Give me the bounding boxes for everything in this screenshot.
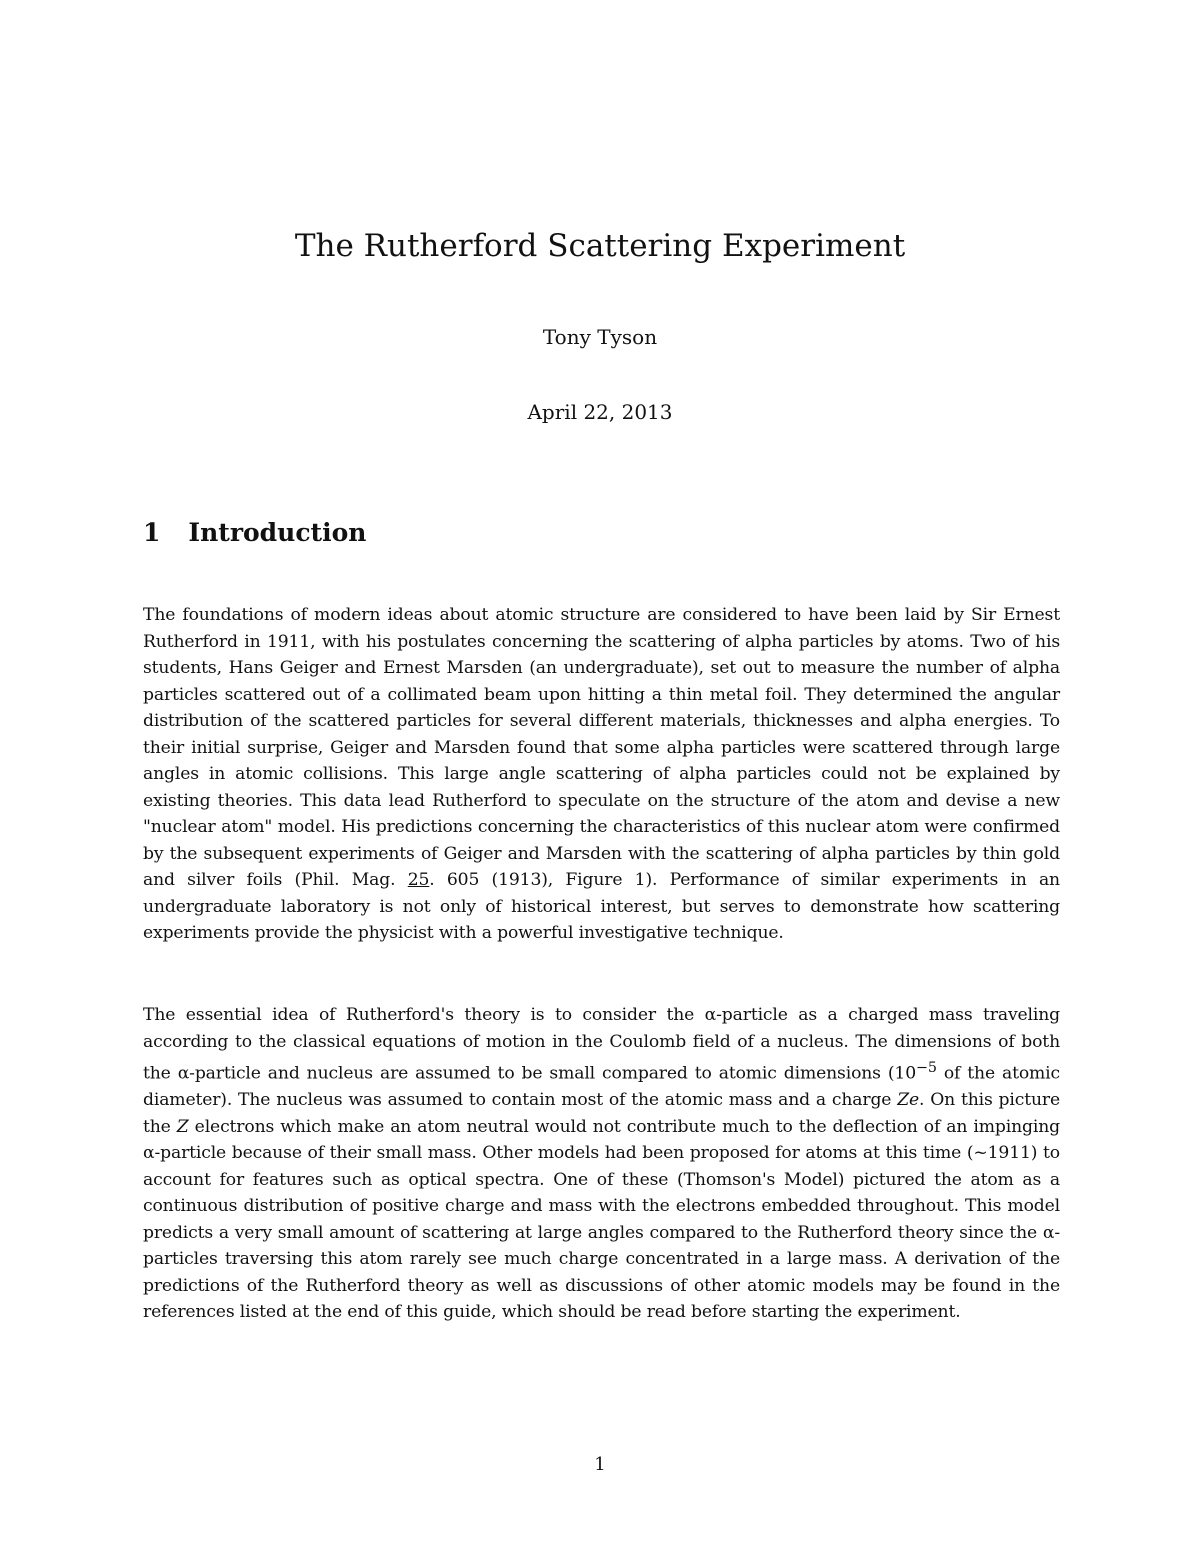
intro-paragraph-1 — [143, 602, 1060, 947]
paragraph-2-text-c: . On this picture the — [143, 1090, 1060, 1137]
document-date: April 22, 2013 — [527, 400, 673, 424]
exponent: −5 — [916, 1060, 937, 1076]
atomic-number-symbol: Z — [176, 1116, 189, 1137]
author-name: Tony Tyson — [542, 325, 658, 349]
paragraph-1-text: The foundations of modern ideas about atomic structure are considered to have been laid by Sir Ernest Rutherford in 1911, with his postulates concerning the scattering of alpha particles by atoms. Two of his students, Hans Geiger and Ernest Marsden (an undergraduate), set out to measure the number of alpha particles scattered out of a collimated beam upon hitting a thin metal foil. They determined the angular distribution of the scattered particles for several different materials, thicknesses and alpha energies. To their initial surprise, Geiger and Marsden found that some alpha particles were scattered through large angles in atomic collisions. This large angle scattering of alpha particles could not be explained by existing theories. This data lead Rutherford to speculate on the structure of the atom and devise a new "nuclear atom" model. His predictions concerning the characteristics of this nuclear atom were confirmed by the subsequent experiments of Geiger and Marsden with the scattering of alpha particles by thin gold and silver foils (Phil. Mag. — [143, 605, 1060, 890]
paragraph-2-text-a: The essential idea of Rutherford's theory is to consider the α-particle as a charged mass traveling according to the classical equations of motion in the Coulomb field of a nucleus. The dimensions of both the α-particle and nucleus are assumed to be small compared to atomic dimensions (10 — [143, 1005, 1060, 1084]
document-title: The Rutherford Scattering Experiment — [294, 228, 906, 264]
section-heading — [143, 516, 366, 550]
charge-symbol: Ze — [897, 1090, 920, 1111]
journal-volume: 25 — [407, 870, 430, 890]
paragraph-2-text-d: electrons which make an atom neutral would not contribute much to the deflection of an impinging α-particle because of their small mass. Other models had been proposed for atoms at this time (~1911) to account for features such as optical spectra. One of these (Thomson's Model) pictured the atom as a continuous distribution of positive charge and mass with the electrons embedded throughout. This model predicts a very small amount of scattering at large angles compared to the Rutherford theory since the α-particles traversing this atom rarely see much charge concentrated in a large mass. A derivation of the predictions of the Rutherford theory as well as discussions of other atomic models may be found in the references listed at the end of this guide, which should be read before starting the experiment. — [143, 1116, 1060, 1323]
paragraph-2-text-b: of the atomic diameter). The nucleus was assumed to contain most of the atomic mass and a charge — [143, 1063, 1060, 1111]
paragraph-1-end: . 605 (1913), Figure 1). Performance of similar experiments in an undergraduate laboratory is not only of historical interest, but serves to demonstrate how scattering experiments provide the physicist with a powerful investigative technique. — [143, 870, 1060, 943]
section-title: Introduction — [188, 518, 367, 547]
intro-paragraph-2 — [143, 1002, 1060, 1326]
page-number: 1 — [594, 1454, 606, 1475]
section-number: 1 — [143, 518, 161, 547]
